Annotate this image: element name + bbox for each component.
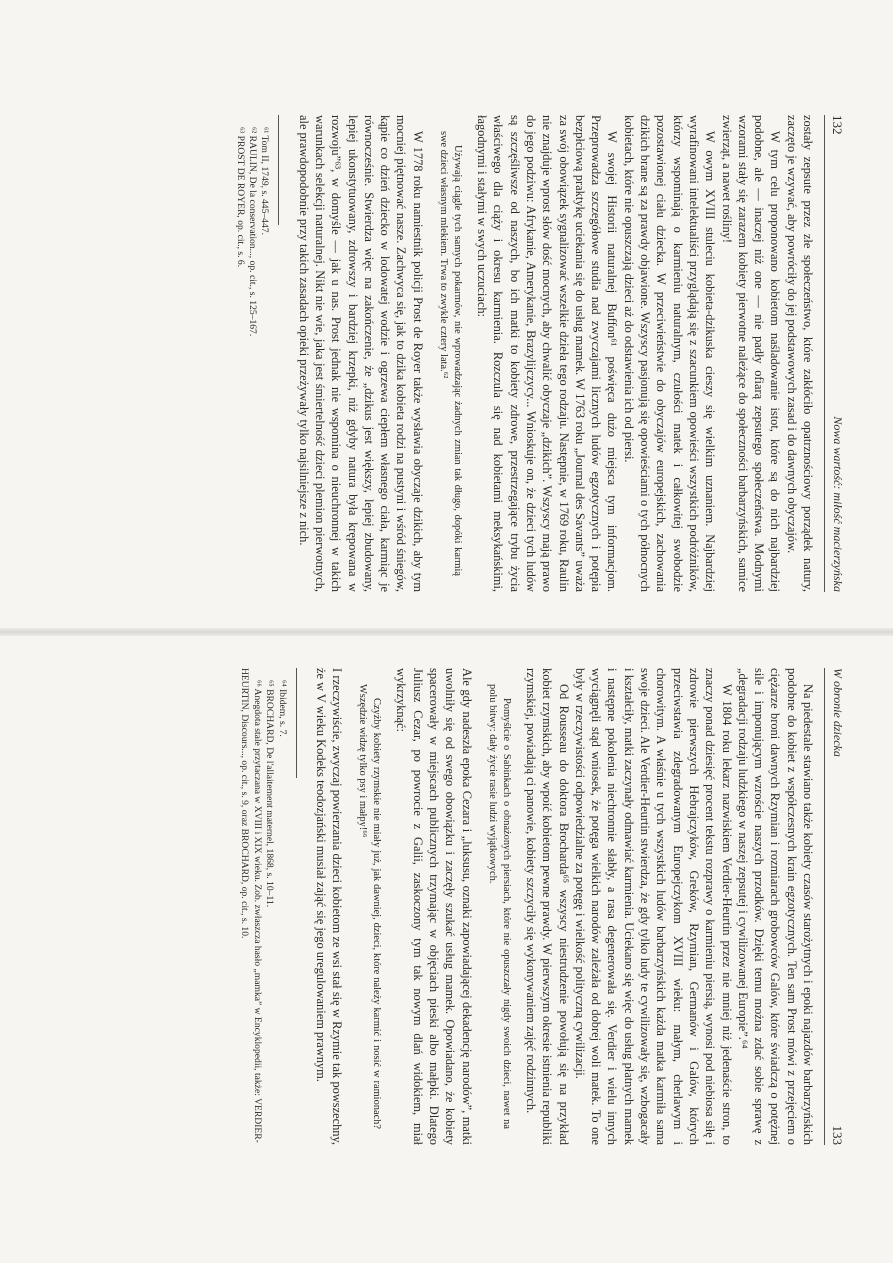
left-paragraph: W owym XVIII stuleciu kobieta-dzikuska cieszy się wielkim uznaniem. Najbardziej wyrafinowani intelektualiści przyglądają się z szacunkiem opowieści wszystkich podróżników, którzy wspominają o karmieniu naturalnym, czułości matek i całkowitej swobodzie pozostawionej ciału dziecka. W przeciwieństwie do obyczajów europejskich, zachowania dzikich brane są za prawdy objawione. Wszyscy pasjonują się opowieściami o tych północnych kobietach, które nie opuszczają dzieci aż do odstawienia ich od piersi. bbox=[621, 115, 718, 592]
right-body bbox=[313, 668, 816, 1145]
right-paragraph: Od Rousseau do doktora Brocharda⁶⁵ wszyscy niestrudzenie powołują się na przykład kobiet rzymskich, aby wpoić kobietom pewne prawdy. W pierwszym okresie istnienia republiki rzymskiej, powiadają ci panowie, kobiety szczyciły się wykonywaniem zajęć rodzinnych. bbox=[523, 668, 571, 1145]
right-quote: Czyżby kobiety rzymskie nie miały już, jak dawniej, dzieci, które należy karmić i nosić w ramionach? Wszędzie widzę tylko psy i małpy!⁶⁶ bbox=[357, 684, 383, 1129]
right-paragraph: W 1804 roku lekarz nazwiskiem Verdier-Heurtin przez nie mniej niż jedenaście stron, to znaczy ponad dziesięć procent tekstu rozprawy o karmieniu piersią, wynosi pod niebiosa siłę i zdrowie pierwszych Hebrajczyków, Greków, Rzymian, Germanów i Galów, których przeciwstawia zdegradowanym Europejczykom XVIII wieku: małym, cherlawym i chorowitym. A właśnie u tych wszystkich ludów barbarzyńskich każda matka karmiła sama swoje dzieci. Ale Verdier-Heurtin stwierdza, że gdy tylko ludy te cywilizowały się, wzbogacały i kształciły, matki zaczynały odmawiać karmienia. Uciekano się więc do usług płatnych mamek i następne pokolenia niechronnie słabły, a rasa degenerowała się. Verdier i wielu innych wyciągnęli stąd wniosek, że potęga wielkich narodów zależała od dobrej woli matek. To one były w rzeczywistości odpowiedzialne za potęgę i wielkość polityczną cywilizacji. bbox=[572, 668, 734, 1145]
footnote-rule bbox=[278, 115, 279, 225]
right-running-head bbox=[824, 668, 847, 1145]
left-quote: Używają ciągle tych samych pokarmów, nie wprowadzając żadnych zmian tak długo, dopóki karmią swe dzieci własnym mlekiem. Trwa to zwykle cztery lata.⁶² bbox=[437, 131, 463, 576]
right-page bbox=[0, 632, 893, 1263]
left-paragraph: zostały zepsute przez złe społeczeństwo, które zakłóciło opatrznościowy porządek natury, zaczęto je wzywać, aby powróciły do jej podstawowych zasad i do dawnych obyczajów. bbox=[784, 115, 815, 592]
footnote: ⁶⁵ BROCHARD, De l'allaitement maternel, 1868, s. 10–11. bbox=[264, 680, 276, 908]
footnote: ⁶³ PROST DE ROYER, op. cit., s. 6. bbox=[234, 127, 246, 268]
right-quote: Pomyślcie o Sabinkach o obnażonych piersiach, które nie opuszczały nigdy swoich dzieci, nawet na polu bitwy: dały życie rasie ludzi wyjątkowych. bbox=[486, 684, 512, 1129]
right-footnotes bbox=[238, 668, 297, 1145]
left-running-title: Nowa wartość: miłość macierzyńska bbox=[831, 416, 845, 592]
footnote: ⁶⁴ Ibidem, s. 7. bbox=[276, 680, 288, 737]
footnote: ⁶¹ Tom II, 1749, s. 445–447. bbox=[259, 127, 271, 235]
left-page-number: 132 bbox=[830, 115, 845, 135]
right-page-number: 133 bbox=[830, 1125, 845, 1145]
left-paragraph: W tym celu proponowano kobietom naśladowanie istot, które są do nich najbardziej podobne, ale — inaczej niż one — nie padły ofiarą zepsutego społeczeństwa. Modnymi wzorami stały się zarazem kobiety pierwotne należące do społeczności barbarzyńskich, samice zwierząt, a nawet rośliny! bbox=[719, 115, 783, 592]
footnote: ⁶⁶ Anegdota stale przytaczana w XVIII i XIX wieku. Zob. zwłaszcza hasło „mamka” w Encyklopedii, także: VERDIER-HEURTIN, Discours..., op. cit., s. 9, oraz BROCHARD, op. cit., s. 10. bbox=[239, 668, 263, 1143]
left-footnotes bbox=[233, 115, 279, 592]
left-body bbox=[295, 115, 816, 592]
right-paragraph: I rzeczywiście, zwyczaj powierzania dzieci kobietom ze wsi stał się w Rzymie tak powszechny, że w V wieku Kodeks teodozjański musiał zająć się jego uregulowaniem prawnym. bbox=[313, 668, 345, 1145]
left-running-head bbox=[824, 115, 847, 592]
footnote-rule bbox=[296, 668, 297, 778]
left-paragraph: W 1778 roku namiestnik policji Prost de Royer także wysławia obyczaje dzikich, aby tym mocniej piętnować nasze. Zachwyca się, jak to dzika kobieta rodzi na pustyni i wśród śniegów, kąpie co dzień dziecko w lodowatej wodzie i ogrzewa ciepłem własnego ciała, karmiąc je równocześnie. Stwierdza więc na zakończenie, że „dzikus jest większy, lepiej zbudowany, lepiej ukonstytuowany, zdrowszy i bardziej krzepki, niż gdyby natura była krępowana w rozwoju”⁶³, w domyśle — jak u nas. Prost jednak nie wspomina o nieuchronnej w takich warunkach selekcji naturalnej. Nikt nie wie, jaka jest śmiertelność dzieci plemion pierwotnych, ale prawdopodobnie przy takich zasadach opieki przeżywały tylko najsilniejsze z nich. bbox=[296, 115, 425, 592]
right-running-title: W obronie dziecka bbox=[831, 668, 845, 757]
footnote: ⁶² RAULIN, De la conservation..., op. cit., s. 125–167. bbox=[246, 127, 258, 337]
right-paragraph: Na piedestale stawiano także kobiety czasów starożytnych i epoki najazdów barbarzyńskich podobne do kobiet z współczesnych krain egzotycznych. Ten sam Prost mówi z przejęciem o ciężarze broni dawnych Rzymian i rozmiarach grobowców Galów, które świadczą o potężnej sile i imponującym wzroście naszych przodków. Dzięki temu można zdać sobie sprawę z „degradacji rodzaju ludzkiego w naszej zepsutej i cywilizowanej Europie”.⁶⁴ bbox=[735, 668, 815, 1145]
left-paragraph: W swojej Historii naturalnej Buffon⁶¹ poświęca dużo miejsca tym informacjom. Przeprowadza szczegółowe studia nad zwyczajami licznych ludów egzotycznych i potępia bezpłciową praktykę uciekania się do usług mamek. W 1763 roku „Journal des Savants” uważa za swój obowiązek sygnalizować wszelkie dzieła tego rodzaju. Następnie, w 1769 roku, Raulin nie znajduje wprost słów dość mocnych, aby chwalić obyczaje „dzikich”. Wszyscy mają prawo do jego podziwu: Afrykanie, Amerykanie, Brazylijczycy... Wnioskuje on, że dzieci tych ludów są szczęśliwsze od naszych, bo ich matki to kobiety zdrowe, przestrzegające trybu życia właściwego dla ciąży i okresu karmienia. Rozczula się nad kobietami meksykańskimi, łagodnymi i stałymi w swych uczuciach: bbox=[475, 115, 620, 592]
right-paragraph: Ale gdy nadeszła epoka Cezara i „luksusu, oznaki zapowiadającej dekadencję narodów”, matki uwolniły się od swego obowiązku i zaczęły szukać usług mamek. Opowiadano, że kobiety spacerowały w miejscach publicznych trzymając w objęciach pieski albo małpki. Dlatego Juliusz Cezar, po powrocie z Galii, zaskoczony tym tak nowym dlań widokiem, miał wykrzyknąć: bbox=[394, 668, 474, 1145]
